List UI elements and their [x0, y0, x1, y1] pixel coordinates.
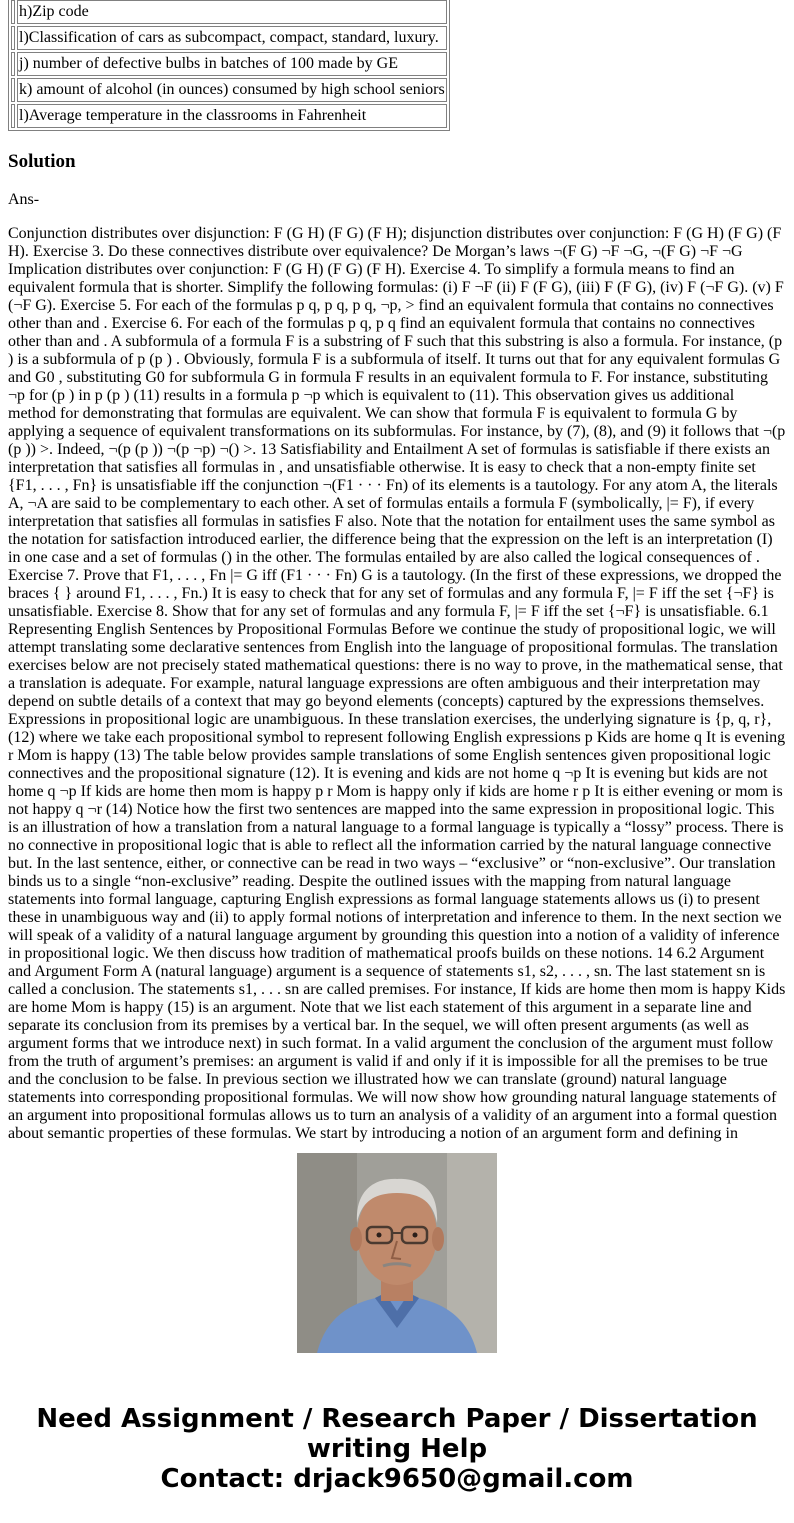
table-row — [11, 78, 447, 102]
table-cell-text: l)Classification of cars as subcompact, compact, standard, luxury. — [19, 29, 439, 46]
table-cell-text: l)Average temperature in the classrooms in Fahrenheit — [19, 107, 367, 124]
table-row — [11, 0, 447, 24]
table-cell — [17, 0, 447, 24]
table-body — [11, 0, 447, 128]
contact-banner-line3: Contact: drjack9650@gmail.com — [160, 1464, 634, 1494]
table-spacer-cell — [11, 26, 15, 50]
table-cell-text: h)Zip code — [19, 3, 89, 20]
table-cell-text: k) amount of alcohol (in ounces) consumed by high school seniors — [19, 81, 445, 98]
contact-banner-line1: Need Assignment / Research Paper / Dissertation — [36, 1404, 758, 1434]
author-avatar — [297, 1153, 497, 1353]
table-row — [11, 52, 447, 76]
contact-banner-line2: writing Help — [306, 1434, 488, 1464]
table-cell — [17, 78, 447, 102]
contact-banner — [0, 1404, 794, 1494]
table-cell — [17, 104, 447, 128]
table-cell-text: j) number of defective bulbs in batches of 100 made by GE — [19, 55, 398, 72]
answer-label: Ans- — [8, 191, 40, 208]
table-cell — [17, 52, 447, 76]
table-row — [11, 104, 447, 128]
table-row — [11, 26, 447, 50]
table-spacer-cell — [11, 78, 15, 102]
answer-body-text: Conjunction distributes over disjunction: F (G H) (F G) (F H); disjunction distributes over conjunction: F (G H) (F G) (F H). Exercise 3. Do these connectives distribute over equivalence? De Morgan’s laws ¬(F G) ¬F ¬G, ¬(F G) ¬F ¬G Implication distributes over conjunction: F (G H) (F G) (F H). Exercise 4. To simplify a formula means to find an equivalent formula that is shorter. Simplify the following formulas: (i) F ¬F (ii) F (F G), (iii) F (F G), (iv) F (¬F G). (v) F (¬F G). Exercise 5. For each of the formulas p q, p q, p q, ¬p, > find an equivalent formula that contains no connectives other than and . Exercise 6. For each of the formulas p q, p q find an equivalent formula that contains no connectives other than and . A subformula of a formula F is a substring of F such that this substring is also a formula. For instance, (p ) is a subformula of p (p ) . Obviously, formula F is a subformula of itself. It turns out that for any equivalent formulas G and G0 , substituting G0 for subformula G in formula F results in an equivalent formula to F. For instance, substituting ¬p for (p ) in p (p ) (11) results in a formula p ¬p which is equivalent to (11). This observation gives us additional method for demonstrating that formulas are equivalent. We can show that formula F is equivalent to formula G by applying a sequence of equivalent transformations on its subformulas. For instance, by (7), (8), and (9) it follows that ¬(p (p )) >. Indeed, ¬(p (p )) ¬(p ¬p) ¬() >. 13 Satisfiability and Entailment A set of formulas is satisfiable if there exists an interpretation that satisfies all formulas in , and unsatisfiable otherwise. It is easy to check that a non-empty finite set {F1, . . . , Fn} is unsatisfiable iff the conjunction ¬(F1 · · · Fn) of its elements is a tautology. For any atom A, the literals A, ¬A are said to be complementary to each other. A set of formulas entails a formula F (symbolically, |= F), if every interpretation that satisfies all formulas in satisfies F also. Note that the notation for entailment uses the same symbol as the notation for satisfaction introduced earlier, the difference being that the expression on the left is an interpretation (I) in one case and a set of formulas () in the other. The formulas entailed by are also called the logical consequences of . Exercise 7. Prove that F1, . . . , Fn |= G iff (F1 · · · Fn) G is a tautology. (In the first of these expressions, we dropped the braces { } around F1, . . . , Fn.) It is easy to check that for any set of formulas and any formula F, |= F iff the set {¬F} is unsatisfiable. Exercise 8. Show that for any set of formulas and any formula F, |= F iff the set {¬F} is unsatisfiable. 6.1 Representing English Sentences by Propositional Formulas Before we continue the study of propositional logic, we will attempt translating some declarative sentences from English into the language of propositional formulas. The translation exercises below are not precisely stated mathematical questions: there is no way to prove, in the mathematical sense, that a translation is adequate. For example, natural language expressions are often ambiguous and their interpretation may depend on subtle details of a context that may go beyond elements (concepts) captured by the expressions themselves. Expressions in propositional logic are unambiguous. In these translation exercises, the underlying signature is {p, q, r}, (12) where we take each propositional symbol to represent following English expressions p Kids are home q It is evening r Mom is happy (13) The table below provides sample translations of some English sentences given propositional logic connectives and the propositional signature (12). It is evening and kids are not home q ¬p It is evening but kids are not home q ¬p If kids are home then mom is happy p r Mom is happy only if kids are home r p It is either evening or mom is not happy q ¬r (14) Notice how the first two sentences are mapped into the same expression in propositional logic. This is an illustration of how a translation from a natural language to a formal language is typically a “lossy” process. There is no connective in propositional logic that is able to reflect all the information carried by the natural language connective but. In the last sentence, either, or connective can be read in two ways – “exclusive” or “non-exclusive”. Our translation binds us to a single “non-exclusive” reading. Despite the outlined issues with the mapping from natural language statements into formal language, capturing English expressions as formal language statements allows us (i) to present these in unambiguous way and (ii) to apply formal notions of interpretation and inference to them. In the next section we will speak of a validity of a natural language argument by grounding this question into a notion of a validity of inference in propositional logic. We then discuss how tradition of mathematical proofs builds on these notions. 14 6.2 Argument and Argument Form A (natural language) argument is a sequence of statements s1, s2, . . . , sn. The last statement sn is called a conclusion. The statements s1, . . . sn are called premises. For instance, If kids are home then mom is happy Kids are home Mom is happy (15) is an argument. Note that we list each statement of this argument in a separate line and separate its conclusion from its premises by a vertical bar. In the sequel, we will often present arguments (as well as argument forms that we introduce next) in such format. In a valid argument the conclusion of the argument must follow from the truth of argument’s premises: an argument is valid if and only if it is impossible for all the premises to be true and the conclusion to be false. In previous section we illustrated how we can translate (ground) natural language statements into corresponding propositional formulas. We will now show how grounding natural language statements of an argument into propositional formulas allows us to turn an analysis of a validity of an argument into a formal question about semantic properties of these formulas. We start by introducing a notion of an argument form and defining in — [8, 225, 786, 1142]
author-photo — [297, 1153, 497, 1353]
solution-heading: Solution — [8, 151, 76, 172]
table-spacer-cell — [11, 104, 15, 128]
table-cell — [17, 26, 447, 50]
classification-table — [8, 0, 450, 131]
table-spacer-cell — [11, 0, 15, 24]
answer-body-container — [8, 225, 786, 1142]
table-spacer-cell — [11, 52, 15, 76]
